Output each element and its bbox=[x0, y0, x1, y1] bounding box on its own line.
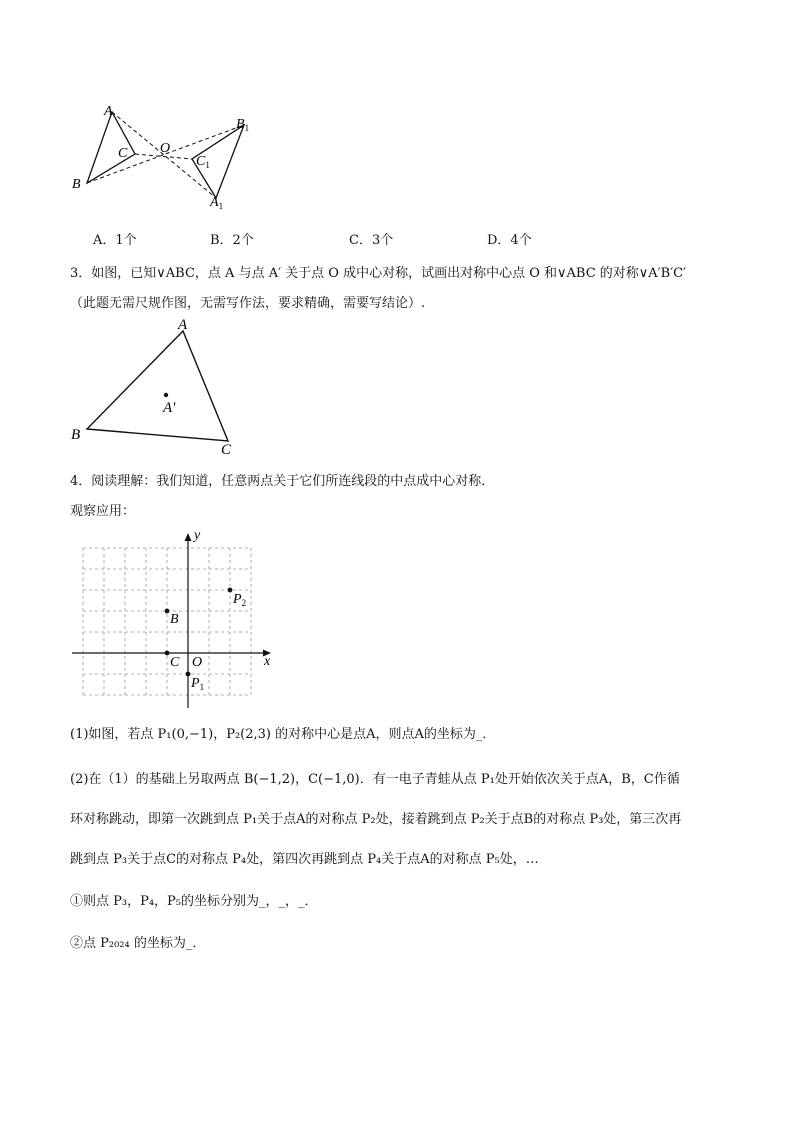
point-a-prime bbox=[164, 393, 168, 397]
grid-lines bbox=[83, 548, 251, 695]
y-axis-arrow bbox=[185, 533, 192, 541]
option-d: D．4个 bbox=[487, 233, 532, 248]
figure-triangle-abc bbox=[65, 315, 250, 460]
label-c1: $C_1$ bbox=[196, 154, 210, 170]
q3-text-line1: 3．如图，已知∨ABC，点 A 与点 A′ 关于点 O 成中心对称，试画出对称中心点 O 和∨ABC 的对称∨A′B′C′ bbox=[70, 266, 687, 281]
option-c: C．3个 bbox=[349, 233, 394, 248]
q4-text-line1: 4．阅读理解：我们知道，任意两点关于它们所连线段的中点成中心对称． bbox=[70, 474, 495, 489]
label-p2: $P_2$ bbox=[233, 592, 247, 608]
q4-sub1: ①则点 P₃，P₄，P₅的坐标分别为_，_，_． bbox=[70, 894, 318, 909]
label-c-grid: C bbox=[170, 655, 180, 670]
label-b: B bbox=[72, 177, 81, 192]
q3-text-line2: （此题无需尺规作图，无需写作法，要求精确，需要写结论）. bbox=[70, 296, 426, 311]
q4-part2-line2: 环对称跳动，即第一次跳到点 P₁关于点A的对称点 P₂处，接着跳到点 P₂关于点B的对称点 P₃处，第三次再 bbox=[70, 812, 682, 827]
label-a-prime: A′ bbox=[163, 400, 176, 416]
q4-part2-line1: (2)在（1）的基础上另取两点 B(−1,2)，C(−1,0)．有一电子青蛙从点 P₁处开始依次关于点A，B，C作循 bbox=[70, 772, 680, 787]
q4-sub2: ②点 P₂₀₂₄ 的坐标为_． bbox=[70, 936, 206, 951]
label-o: O bbox=[160, 141, 171, 156]
triangle-abc bbox=[87, 112, 135, 183]
label-x: x bbox=[264, 654, 271, 669]
label-a: A bbox=[104, 104, 113, 119]
label-origin: O bbox=[192, 655, 203, 670]
q4-part2-line3: 跳到点 P₃关于点C的对称点 P₄处，第四次再跳到点 P₄关于点A的对称点 P₅处，… bbox=[70, 852, 539, 867]
coordinate-grid bbox=[68, 525, 280, 710]
label-c-q3: C bbox=[221, 442, 232, 458]
point-c bbox=[165, 651, 170, 656]
label-a1: $A_1$ bbox=[210, 195, 224, 211]
point-b bbox=[165, 609, 170, 614]
figure-symmetric-triangles bbox=[60, 95, 280, 215]
q4-part1: (1)如图，若点 P₁(0,−1)，P₂(2,3) 的对称中心是点A，则点A的坐标为_． bbox=[70, 727, 496, 742]
label-b-grid: B bbox=[170, 612, 179, 627]
label-c: C bbox=[118, 146, 128, 161]
label-p1: $P_1$ bbox=[191, 676, 205, 692]
point-p1 bbox=[186, 672, 191, 677]
option-b: B．2个 bbox=[210, 233, 254, 248]
label-b-q3: B bbox=[71, 427, 81, 443]
q4-text-line2: 观察应用： bbox=[70, 504, 136, 519]
label-a-q3: A bbox=[178, 317, 188, 333]
option-a: A．1个 bbox=[93, 233, 137, 248]
triangle-abc-q3 bbox=[87, 331, 228, 441]
label-b1: $B_1$ bbox=[236, 117, 250, 133]
label-y: y bbox=[194, 528, 201, 543]
point-p2 bbox=[228, 588, 233, 593]
